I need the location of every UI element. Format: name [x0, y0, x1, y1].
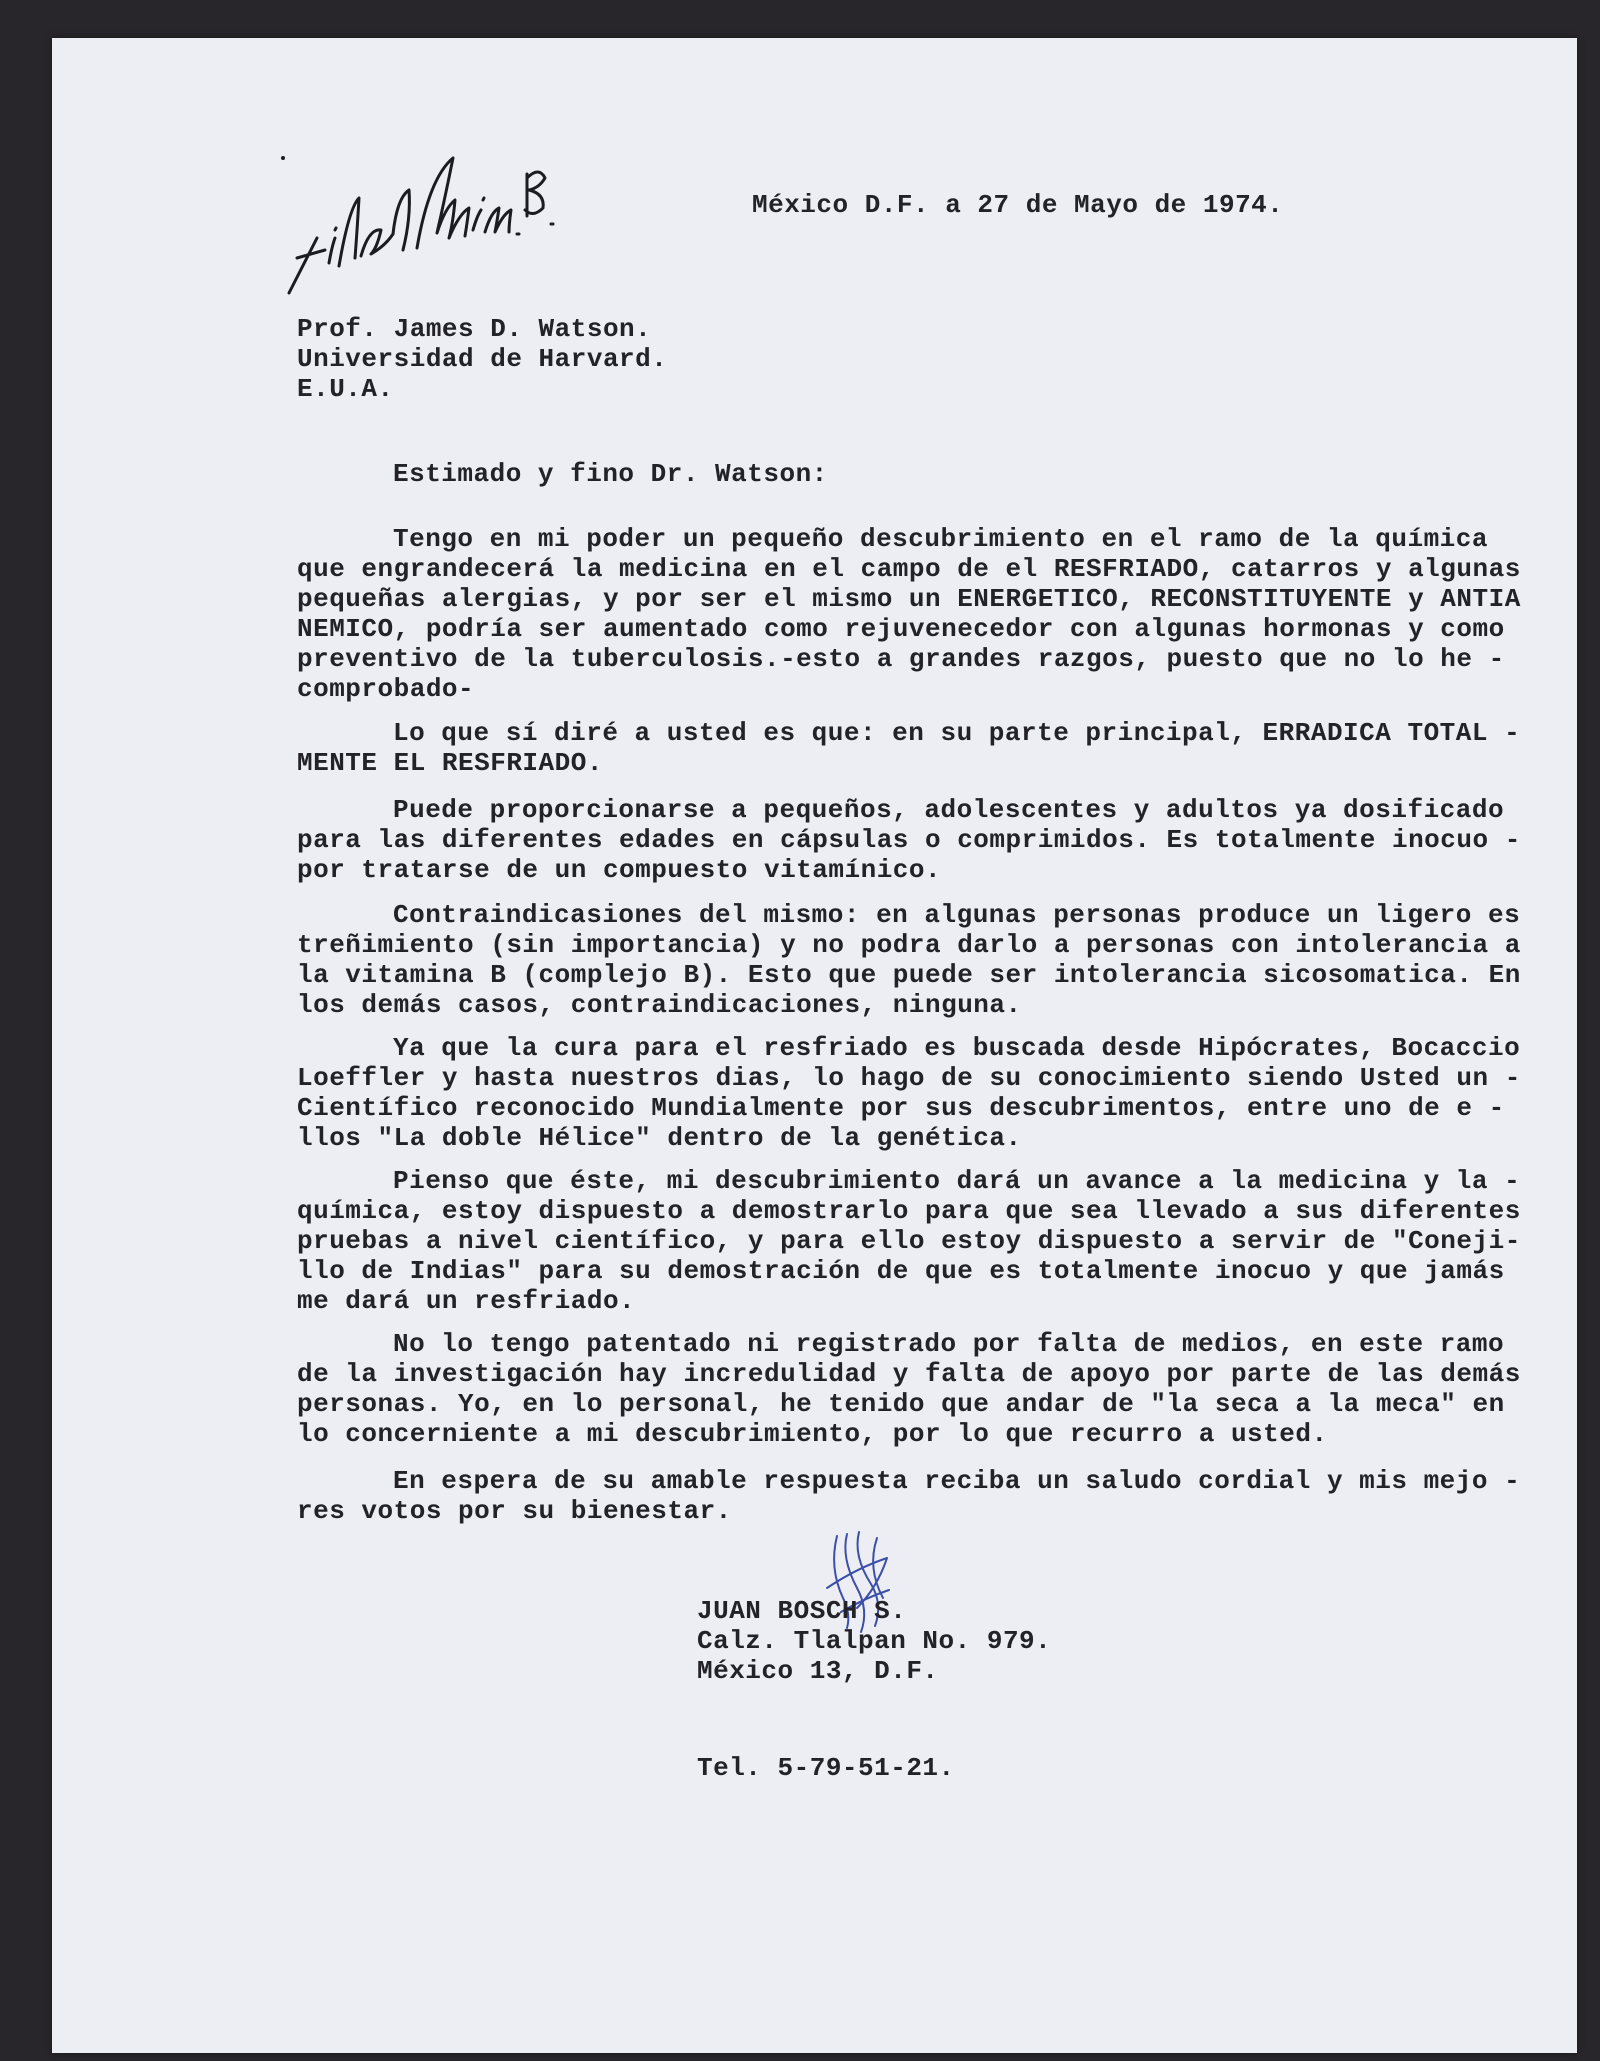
- sender-block: [697, 1596, 1197, 1686]
- text-line: me dará un resfriado.: [297, 1286, 636, 1316]
- letter-page: [52, 38, 1577, 2053]
- text-line: por tratarse de un compuesto vitamínico.: [297, 855, 942, 885]
- text-line: química, estoy dispuesto a demostrarlo para que sea llevado a sus diferentes: [297, 1196, 1521, 1226]
- text-line: llo de Indias" para su demostración de que es totalmente inocuo y que jamás: [297, 1256, 1505, 1286]
- text-line: treñimiento (sin importancia) y no podra darlo a personas con intolerancia a: [297, 930, 1521, 960]
- recipient-institution: Universidad de Harvard.: [297, 344, 668, 374]
- text-line: pruebas a nivel científico, y para ello estoy dispuesto a servir de "Coneji-: [297, 1226, 1521, 1256]
- paragraph: [297, 900, 1521, 1020]
- paragraph: [297, 718, 1521, 778]
- paragraph: [297, 795, 1521, 885]
- text-line: Ya que la cura para el resfriado es buscada desde Hipócrates, Bocaccio: [393, 1033, 1521, 1063]
- paragraph: [297, 1466, 1521, 1526]
- recipient-country: E.U.A.: [297, 374, 394, 404]
- text-line: comprobado-: [297, 674, 475, 704]
- sender-address-line1: Calz. Tlalpan No. 979.: [697, 1626, 1052, 1656]
- paragraph: [297, 524, 1521, 704]
- text-line: para las diferentes edades en cápsulas o comprimidos. Es totalmente inocuo -: [297, 825, 1521, 855]
- text-line: Científico reconocido Mundialmente por sus descubrimentos, entre uno de e -: [297, 1093, 1505, 1123]
- text-line: Puede proporcionarse a pequeños, adolescentes y adultos ya dosificado: [393, 795, 1505, 825]
- text-line: preventivo de la tuberculosis.-esto a grandes razgos, puesto que no lo he -: [297, 644, 1505, 674]
- text-line: NEMICO, podría ser aumentado como rejuvenecedor con algunas hormonas y como: [297, 614, 1505, 644]
- text-line: que engrandecerá la medicina en el campo de el RESFRIADO, catarros y algunas: [297, 554, 1521, 584]
- text-line: Pienso que éste, mi descubrimiento dará un avance a la medicina y la -: [393, 1166, 1521, 1196]
- text-line: Loeffler y hasta nuestros dias, lo hago de su conocimiento siendo Usted un -: [297, 1063, 1521, 1093]
- recipient-name: Prof. James D. Watson.: [297, 314, 652, 344]
- sender-phone: Tel. 5-79-51-21.: [697, 1753, 955, 1783]
- sender-address-line2: México 13, D.F.: [697, 1656, 939, 1686]
- text-line: res votos por su bienestar.: [297, 1496, 732, 1526]
- paragraph: [297, 1033, 1521, 1153]
- paragraph: [297, 1166, 1521, 1316]
- text-line: la vitamina B (complejo B). Esto que puede ser intolerancia sicosomatica. En: [297, 960, 1521, 990]
- text-line: los demás casos, contraindicaciones, ninguna.: [297, 990, 1022, 1020]
- text-line: No lo tengo patentado ni registrado por falta de medios, en este ramo: [393, 1329, 1505, 1359]
- salutation: Estimado y fino Dr. Watson:: [393, 459, 828, 489]
- sender-name: JUAN BOSCH S.: [697, 1596, 907, 1626]
- text-line: personas. Yo, en lo personal, he tenido que andar de "la seca a la meca" en: [297, 1389, 1505, 1419]
- handwritten-annotation: [277, 138, 557, 308]
- date-line: México D.F. a 27 de Mayo de 1974.: [752, 190, 1284, 220]
- text-line: pequeñas alergias, y por ser el mismo un ENERGETICO, RECONSTITUYENTE y ANTIA: [297, 584, 1521, 614]
- text-line: Tengo en mi poder un pequeño descubrimiento en el ramo de la química: [393, 524, 1488, 554]
- text-line: llos "La doble Hélice" dentro de la genética.: [297, 1123, 1022, 1153]
- text-line: Lo que sí diré a usted es que: en su parte principal, ERRADICA TOTAL -: [393, 718, 1521, 748]
- recipient-block: [297, 314, 1497, 404]
- text-line: En espera de su amable respuesta reciba un saludo cordial y mis mejo -: [393, 1466, 1521, 1496]
- text-line: de la investigación hay incredulidad y falta de apoyo por parte de las demás: [297, 1359, 1521, 1389]
- text-line: lo concerniente a mi descubrimiento, por lo que recurro a usted.: [297, 1419, 1328, 1449]
- text-line: Contraindicasiones del mismo: en algunas personas produce un ligero es: [393, 900, 1521, 930]
- paragraph: [297, 1329, 1521, 1449]
- text-line: MENTE EL RESFRIADO.: [297, 748, 603, 778]
